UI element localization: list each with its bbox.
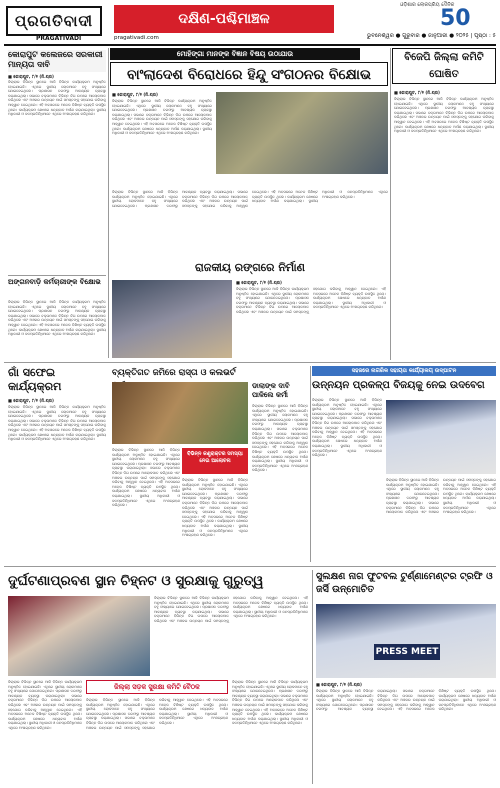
road-photo <box>112 382 248 444</box>
article-body: ଜିଲ୍ଲାର ବିଭିନ୍ନ ସ୍ଥାନରେ ଆଜି ବିଭିନ୍ନ କାର୍ଯ୍ୟକ୍ରମ ଅନୁଷ୍ଠିତ ହୋଇଯାଇଛି। ଏଥିରେ ସ୍ଥାନୀୟ ଲୋକମାନେ ବହୁ ସଂଖ୍ୟାରେ ଯୋଗଦେଇଥିଲେ। ପ୍ରଶାସନ ତରଫରୁ ଆବଶ୍ୟକ ବ୍ୟବସ୍ଥା କରାଯାଇଥିଲା। ସଭାରେ ବକ୍ତାମାନେ ବିଭିନ୍ନ ଦିଗ ଉପରେ ଆଲୋକପାତ କରିଥିଲେ ଏବଂ ଅଞ୍ଚଳର ଉନ୍ନୟନ ପାଇଁ ସମସ୍ତଙ୍କୁ ସହଯୋଗ କରିବାକୁ ଆହ୍ୱାନ ଦେଇଥିଲେ। ଏହି ଅବସରରେ ଅନେକ ବିଶିଷ୍ଟ ବ୍ୟକ୍ତି ଉପସ୍ଥିତ ଥିଲେ। କାର୍ଯ୍ୟକ୍ରମ ଶେଷରେ ଧନ୍ୟବାଦ ଅର୍ପଣ କରାଯାଇଥିଲା। ସ୍ଥାନୀୟ ଅଧିକାରୀ ଓ ଜନପ୍ରତିନିଧିମାନେ ଏଥିରେ ଅଂଶଗ୍ରହଣ କରିଥିଲେ। <box>312 398 382 458</box>
dala-headline: ଡାଲାଙ୍କ ଦାବି ପାଳିଲେ କର୍ମୀ <box>252 382 290 399</box>
strip-headline: ମୋହିଙ୍ଗା ମାନଙ୍କ ବିଜ୍ଞାନ ବିଷୟ ଉଠାଯାଉ <box>110 48 360 60</box>
site-url[interactable]: pragativadi.com <box>114 35 159 41</box>
column-rule <box>310 366 311 562</box>
inauguration-photo <box>386 400 496 474</box>
inset-box: ବିଭିନ୍ନ କଣ୍ଟ୍ରାକ୍ଟର ସମସ୍ୟା ନେଇ ଆଲୋଚନା <box>182 448 248 474</box>
byline: ■ କୋରାପୁଟ, ୮/୧ (ନି.ପ୍ର) <box>8 398 54 403</box>
masthead <box>0 0 500 44</box>
column-rule <box>390 48 391 360</box>
protest-photo <box>216 92 388 174</box>
byline: ■ କୋରାପୁଟ, ୮/୧ (ନି.ପ୍ର) <box>394 90 440 95</box>
article-body: ଜିଲ୍ଲାର ବିଭିନ୍ନ ସ୍ଥାନରେ ଆଜି ବିଭିନ୍ନ କାର୍ଯ୍ୟକ୍ରମ ଅନୁଷ୍ଠିତ ହୋଇଯାଇଛି। ଏଥିରେ ସ୍ଥାନୀୟ ଲୋକମାନେ ବହୁ ସଂଖ୍ୟାରେ ଯୋଗଦେଇଥିଲେ। ପ୍ରଶାସନ ତରଫରୁ ଆବଶ୍ୟକ ବ୍ୟବସ୍ଥା କରାଯାଇଥିଲା। ସଭାରେ ବକ୍ତାମାନେ ବିଭିନ୍ନ ଦିଗ ଉପରେ ଆଲୋକପାତ କରିଥିଲେ ଏବଂ ଅଞ୍ଚଳର ଉନ୍ନୟନ ପାଇଁ ସମସ୍ତଙ୍କୁ ସହଯୋଗ କରିବାକୁ ଆହ୍ୱାନ ଦେଇଥିଲେ। ଏହି ଅବସରରେ ଅନେକ ବିଶିଷ୍ଟ ବ୍ୟକ୍ତି ଉପସ୍ଥିତ ଥିଲେ। କାର୍ଯ୍ୟକ୍ରମ ଶେଷରେ ଧନ୍ୟବାଦ ଅର୍ପଣ କରାଯାଇଥିଲା। ସ୍ଥାନୀୟ ଅଧିକାରୀ ଓ ଜନପ୍ରତିନିଧିମାନେ ଏଥିରେ ଅଂଶଗ୍ରହଣ କରିଥିଲେ। <box>252 404 308 473</box>
byline: ■ କୋରାପୁଟ, ୮/୧ (ନି.ପ୍ର) <box>112 92 158 97</box>
article-body: ଜିଲ୍ଲାର ବିଭିନ୍ନ ସ୍ଥାନରେ ଆଜି ବିଭିନ୍ନ କାର୍ଯ୍ୟକ୍ରମ ଅନୁଷ୍ଠିତ ହୋଇଯାଇଛି। ଏଥିରେ ସ୍ଥାନୀୟ ଲୋକମାନେ ବହୁ ସଂଖ୍ୟାରେ ଯୋଗଦେଇଥିଲେ। ପ୍ରଶାସନ ତରଫରୁ ଆବଶ୍ୟକ ବ୍ୟବସ୍ଥା କରାଯାଇଥିଲା। ସଭାରେ ବକ୍ତାମାନେ ବିଭିନ୍ନ ଦିଗ ଉପରେ ଆଲୋକପାତ କରିଥିଲେ ଏବଂ ଅଞ୍ଚଳର ଉନ୍ନୟନ ପାଇଁ ସମସ୍ତଙ୍କୁ ସହଯୋଗ କରିବାକୁ ଆହ୍ୱାନ ଦେଇଥିଲେ। ଏହି ଅବସରରେ ଅନେକ ବିଶିଷ୍ଟ ବ୍ୟକ୍ତି ଉପସ୍ଥିତ ଥିଲେ। କାର୍ଯ୍ୟକ୍ରମ ଶେଷରେ ଧନ୍ୟବାଦ ଅର୍ପଣ କରାଯାଇଥିଲା। ସ୍ଥାନୀୟ ଅଧିକାରୀ ଓ ଜନପ୍ରତିନିଧିମାନେ ଏଥିରେ ଅଂଶଗ୍ରହଣ କରିଥିଲେ। <box>8 680 82 730</box>
edition-title: ଦକ୍ଷିଣ-ପଶ୍ଚିମାଞ୍ଚଳ <box>114 5 334 33</box>
development-headline: ଉନ୍ନୟନ ପ୍ରକଳ୍ପ ବିଜୟକୁ ନେଇ ଉଦବେଗ <box>312 380 485 391</box>
right-box <box>392 48 496 84</box>
article-body: ଜିଲ୍ଲାର ବିଭିନ୍ନ ସ୍ଥାନରେ ଆଜି ବିଭିନ୍ନ କାର୍ଯ୍ୟକ୍ରମ ଅନୁଷ୍ଠିତ ହୋଇଯାଇଛି। ଏଥିରେ ସ୍ଥାନୀୟ ଲୋକମାନେ ବହୁ ସଂଖ୍ୟାରେ ଯୋଗଦେଇଥିଲେ। ପ୍ରଶାସନ ତରଫରୁ ଆବଶ୍ୟକ ବ୍ୟବସ୍ଥା କରାଯାଇଥିଲା। ସଭାରେ ବକ୍ତାମାନେ ବିଭିନ୍ନ ଦିଗ ଉପରେ ଆଲୋକପାତ କରିଥିଲେ ଏବଂ ଅଞ୍ଚଳର ଉନ୍ନୟନ ପାଇଁ ସମସ୍ତଙ୍କୁ ସହଯୋଗ କରିବାକୁ ଆହ୍ୱାନ ଦେଇଥିଲେ। ଏହି ଅବସରରେ ଅନେକ ବିଶିଷ୍ଟ ବ୍ୟକ୍ତି ଉପସ୍ଥିତ ଥିଲେ। କାର୍ଯ୍ୟକ୍ରମ ଶେଷରେ ଧନ୍ୟବାଦ ଅର୍ପଣ କରାଯାଇଥିଲା। ସ୍ଥାନୀୟ ଅଧିକାରୀ ଓ ଜନପ୍ରତିନିଧିମାନେ ଏଥିରେ ଅଂଶଗ୍ରହଣ କରିଥିଲେ। <box>394 97 494 134</box>
newspaper-logo[interactable]: ପ୍ରଗତିବାଦୀ <box>6 6 102 36</box>
left-top-headline: କୋରାପୁଟ କଲେଜରେ ସରକାରୀ ମାନ୍ୟତା ଦାବି <box>8 50 106 72</box>
citizen-centre-bar: ସହଜରେ ନାଗରିକ ସହାୟତା କାର୍ଯ୍ୟାଳୟ ଉଦ୍‌ଘାଟନ <box>312 366 496 376</box>
article-body: ଜିଲ୍ଲାର ବିଭିନ୍ନ ସ୍ଥାନରେ ଆଜି ବିଭିନ୍ନ କାର୍ଯ୍ୟକ୍ରମ ଅନୁଷ୍ଠିତ ହୋଇଯାଇଛି। ଏଥିରେ ସ୍ଥାନୀୟ ଲୋକମାନେ ବହୁ ସଂଖ୍ୟାରେ ଯୋଗଦେଇଥିଲେ। ପ୍ରଶାସନ ତରଫରୁ ଆବଶ୍ୟକ ବ୍ୟବସ୍ଥା କରାଯାଇଥିଲା। ସଭାରେ ବକ୍ତାମାନେ ବିଭିନ୍ନ ଦିଗ ଉପରେ ଆଲୋକପାତ କରିଥିଲେ ଏବଂ ଅଞ୍ଚଳର ଉନ୍ନୟନ ପାଇଁ ସମସ୍ତଙ୍କୁ ସହଯୋଗ କରିବାକୁ ଆହ୍ୱାନ ଦେଇଥିଲେ। ଏହି ଅବସରରେ ଅନେକ ବିଶିଷ୍ଟ ବ୍ୟକ୍ତି ଉପସ୍ଥିତ ଥିଲେ। କାର୍ଯ୍ୟକ୍ରମ ଶେଷରେ ଧନ୍ୟବାଦ ଅର୍ପଣ କରାଯାଇଥିଲା। ସ୍ଥାନୀୟ ଅଧିକାରୀ ଓ ଜନପ୍ରତିନିଧିମାନେ ଏଥିରେ ଅଂଶଗ୍ରହଣ କରିଥିଲେ। <box>154 596 308 623</box>
meeting-photo <box>112 280 232 358</box>
byline: ■ କୋରାପୁଟ, ୮/୧ (ନି.ପ୍ର) <box>316 682 362 687</box>
article-body: ଜିଲ୍ଲାର ବିଭିନ୍ନ ସ୍ଥାନରେ ଆଜି ବିଭିନ୍ନ କାର୍ଯ୍ୟକ୍ରମ ଅନୁଷ୍ଠିତ ହୋଇଯାଇଛି। ଏଥିରେ ସ୍ଥାନୀୟ ଲୋକମାନେ ବହୁ ସଂଖ୍ୟାରେ ଯୋଗଦେଇଥିଲେ। ପ୍ରଶାସନ ତରଫରୁ ଆବଶ୍ୟକ ବ୍ୟବସ୍ଥା କରାଯାଇଥିଲା। ସଭାରେ ବକ୍ତାମାନେ ବିଭିନ୍ନ ଦିଗ ଉପରେ ଆଲୋକପାତ କରିଥିଲେ ଏବଂ ଅଞ୍ଚଳର ଉନ୍ନୟନ ପାଇଁ ସମସ୍ତଙ୍କୁ ସହଯୋଗ କରିବାକୁ ଆହ୍ୱାନ ଦେଇଥିଲେ। ଏହି ଅବସରରେ ଅନେକ ବିଶିଷ୍ଟ ବ୍ୟକ୍ତି ଉପସ୍ଥିତ ଥିଲେ। କାର୍ଯ୍ୟକ୍ରମ ଶେଷରେ ଧନ୍ୟବାଦ ଅର୍ପଣ କରାଯାଇଥିଲା। ସ୍ଥାନୀୟ ଅଧିକାରୀ ଓ ଜନପ୍ରତିନିଧିମାନେ ଏଥିରେ ଅଂଶଗ୍ରହଣ କରିଥିଲେ। <box>86 698 228 730</box>
village-cleaning-headline: ଗାଁ ସଫେଇ କାର୍ଯ୍ୟକ୍ରମ <box>8 366 62 393</box>
press-meet-banner: PRESS MEET <box>374 644 440 660</box>
press-meet-photo <box>316 604 496 678</box>
byline: ■ କୋରାପୁଟ, ୮/୧ (ନି.ପ୍ର) <box>8 74 54 79</box>
football-headline: ସୁଲକ୍ଷଣ ନାଗ ଫୁଟବଲ ଟୁର୍ଣ୍ଣାମେଣ୍ଟର ଟ୍ରଫି ଓ ଜର୍ସି ଉନ୍ମୋଚିତ <box>316 571 493 595</box>
committee-headline: ଜିଲ୍ଲା ସଡ଼କ ସୁରକ୍ଷା କମିଟି ବୈଠକ <box>114 683 200 691</box>
column-rule <box>312 570 313 784</box>
article-body: ଜିଲ୍ଲାର ବିଭିନ୍ନ ସ୍ଥାନରେ ଆଜି ବିଭିନ୍ନ କାର୍ଯ୍ୟକ୍ରମ ଅନୁଷ୍ଠିତ ହୋଇଯାଇଛି। ଏଥିରେ ସ୍ଥାନୀୟ ଲୋକମାନେ ବହୁ ସଂଖ୍ୟାରେ ଯୋଗଦେଇଥିଲେ। ପ୍ରଶାସନ ତରଫରୁ ଆବଶ୍ୟକ ବ୍ୟବସ୍ଥା କରାଯାଇଥିଲା। ସଭାରେ ବକ୍ତାମାନେ ବିଭିନ୍ନ ଦିଗ ଉପରେ ଆଲୋକପାତ କରିଥିଲେ ଏବଂ ଅଞ୍ଚଳର ଉନ୍ନୟନ ପାଇଁ ସମସ୍ତଙ୍କୁ ସହଯୋଗ କରିବାକୁ ଆହ୍ୱାନ ଦେଇଥିଲେ। ଏହି ଅବସରରେ ଅନେକ ବିଶିଷ୍ଟ ବ୍ୟକ୍ତି ଉପସ୍ଥିତ ଥିଲେ। କାର୍ଯ୍ୟକ୍ରମ ଶେଷରେ ଧନ୍ୟବାଦ ଅର୍ପଣ କରାଯାଇଥିଲା। ସ୍ଥାନୀୟ ଅଧିକାରୀ ଓ ଜନପ୍ରତିନିଧିମାନେ ଏଥିରେ ଅଂଶଗ୍ରହଣ କରିଥିଲେ। <box>232 680 308 726</box>
article-body: ଜିଲ୍ଲାର ବିଭିନ୍ନ ସ୍ଥାନରେ ଆଜି ବିଭିନ୍ନ କାର୍ଯ୍ୟକ୍ରମ ଅନୁଷ୍ଠିତ ହୋଇଯାଇଛି। ଏଥିରେ ସ୍ଥାନୀୟ ଲୋକମାନେ ବହୁ ସଂଖ୍ୟାରେ ଯୋଗଦେଇଥିଲେ। ପ୍ରଶାସନ ତରଫରୁ ଆବଶ୍ୟକ ବ୍ୟବସ୍ଥା କରାଯାଇଥିଲା। ସଭାରେ ବକ୍ତାମାନେ ବିଭିନ୍ନ ଦିଗ ଉପରେ ଆଲୋକପାତ କରିଥିଲେ ଏବଂ ଅଞ୍ଚଳର ଉନ୍ନୟନ ପାଇଁ ସମସ୍ତଙ୍କୁ ସହଯୋଗ କରିବାକୁ ଆହ୍ୱାନ ଦେଇଥିଲେ। ଏହି ଅବସରରେ ଅନେକ ବିଶିଷ୍ଟ ବ୍ୟକ୍ତି ଉପସ୍ଥିତ ଥିଲେ। କାର୍ଯ୍ୟକ୍ରମ ଶେଷରେ ଧନ୍ୟବାଦ ଅର୍ପଣ କରାଯାଇଥିଲା। ସ୍ଥାନୀୟ ଅଧିକାରୀ ଓ ଜନପ୍ରତିନିଧିମାନେ ଏଥିରେ ଅଂଶଗ୍ରହଣ କରିଥିଲେ। <box>112 190 388 208</box>
divider <box>8 275 106 276</box>
article-body: ଜିଲ୍ଲାର ବିଭିନ୍ନ ସ୍ଥାନରେ ଆଜି ବିଭିନ୍ନ କାର୍ଯ୍ୟକ୍ରମ ଅନୁଷ୍ଠିତ ହୋଇଯାଇଛି। ଏଥିରେ ସ୍ଥାନୀୟ ଲୋକମାନେ ବହୁ ସଂଖ୍ୟାରେ ଯୋଗଦେଇଥିଲେ। ପ୍ରଶାସନ ତରଫରୁ ଆବଶ୍ୟକ ବ୍ୟବସ୍ଥା କରାଯାଇଥିଲା। ସଭାରେ ବକ୍ତାମାନେ ବିଭିନ୍ନ ଦିଗ ଉପରେ ଆଲୋକପାତ କରିଥିଲେ ଏବଂ ଅଞ୍ଚଳର ଉନ୍ନୟନ ପାଇଁ ସମସ୍ତଙ୍କୁ ସହଯୋଗ କରିବାକୁ ଆହ୍ୱାନ ଦେଇଥିଲେ। ଏହି ଅବସରରେ ଅନେକ ବିଶିଷ୍ଟ ବ୍ୟକ୍ତି ଉପସ୍ଥିତ ଥିଲେ। କାର୍ଯ୍ୟକ୍ରମ ଶେଷରେ ଧନ୍ୟବାଦ ଅର୍ପଣ କରାଯାଇଥିଲା। ସ୍ଥାନୀୟ ଅଧିକାରୀ ଓ ଜନପ୍ରତିନିଧିମାନେ ଏଥିରେ ଅଂଶଗ୍ରହଣ କରିଥିଲେ। <box>8 80 106 117</box>
divider <box>4 566 496 567</box>
divider <box>4 362 496 363</box>
meeting-hall-photo <box>8 596 150 676</box>
right-box-title: ବିଜେପି ଜିଲ୍ଲା କମିଟି ଘୋଷିତ <box>404 52 484 80</box>
road-culvert-headline: ବ୍ୟକ୍ତିଗତ ଜମିରେ ରାସ୍ତା ଓ କଲଭର୍ଟ <box>112 368 236 378</box>
column-rule <box>108 48 109 358</box>
article-body: ଜିଲ୍ଲାର ବିଭିନ୍ନ ସ୍ଥାନରେ ଆଜି ବିଭିନ୍ନ କାର୍ଯ୍ୟକ୍ରମ ଅନୁଷ୍ଠିତ ହୋଇଯାଇଛି। ଏଥିରେ ସ୍ଥାନୀୟ ଲୋକମାନେ ବହୁ ସଂଖ୍ୟାରେ ଯୋଗଦେଇଥିଲେ। ପ୍ରଶାସନ ତରଫରୁ ଆବଶ୍ୟକ ବ୍ୟବସ୍ଥା କରାଯାଇଥିଲା। ସଭାରେ ବକ୍ତାମାନେ ବିଭିନ୍ନ ଦିଗ ଉପରେ ଆଲୋକପାତ କରିଥିଲେ ଏବଂ ଅଞ୍ଚଳର ଉନ୍ନୟନ ପାଇଁ ସମସ୍ତଙ୍କୁ ସହଯୋଗ କରିବାକୁ ଆହ୍ୱାନ ଦେଇଥିଲେ। ଏହି ଅବସରରେ ଅନେକ ବିଶିଷ୍ଟ ବ୍ୟକ୍ତି ଉପସ୍ଥିତ ଥିଲେ। କାର୍ଯ୍ୟକ୍ରମ ଶେଷରେ ଧନ୍ୟବାଦ ଅର୍ପଣ କରାଯାଇଥିଲା। ସ୍ଥାନୀୟ ଅଧିକାରୀ ଓ ଜନପ୍ରତିନିଧିମାନେ ଏଥିରେ ଅଂଶଗ୍ରହଣ କରିଥିଲେ। <box>112 448 180 508</box>
tagline: ଓଡ଼ିଶାର ଲୋକପ୍ରିୟ ଦୈନିକ <box>400 2 455 8</box>
anniversary-emblem: 50 <box>440 6 471 31</box>
anganwadi-headline: ଅଙ୍ଗନବାଡ଼ି କର୍ମଚାରୀଙ୍କ ବିକ୍ଷୋଭ <box>8 278 101 286</box>
article-body: ଜିଲ୍ଲାର ବିଭିନ୍ନ ସ୍ଥାନରେ ଆଜି ବିଭିନ୍ନ କାର୍ଯ୍ୟକ୍ରମ ଅନୁଷ୍ଠିତ ହୋଇଯାଇଛି। ଏଥିରେ ସ୍ଥାନୀୟ ଲୋକମାନେ ବହୁ ସଂଖ୍ୟାରେ ଯୋଗଦେଇଥିଲେ। ପ୍ରଶାସନ ତରଫରୁ ଆବଶ୍ୟକ ବ୍ୟବସ୍ଥା କରାଯାଇଥିଲା। ସଭାରେ ବକ୍ତାମାନେ ବିଭିନ୍ନ ଦିଗ ଉପରେ ଆଲୋକପାତ କରିଥିଲେ ଏବଂ ଅଞ୍ଚଳର ଉନ୍ନୟନ ପାଇଁ ସମସ୍ତଙ୍କୁ ସହଯୋଗ କରିବାକୁ ଆହ୍ୱାନ ଦେଇଥିଲେ। ଏହି ଅବସରରେ ଅନେକ ବିଶିଷ୍ଟ ବ୍ୟକ୍ତି ଉପସ୍ଥିତ ଥିଲେ। କାର୍ଯ୍ୟକ୍ରମ ଶେଷରେ ଧନ୍ୟବାଦ ଅର୍ପଣ କରାଯାଇଥିଲା। ସ୍ଥାନୀୟ ଅଧିକାରୀ ଓ ଜନପ୍ରତିନିଧିମାନେ ଏଥିରେ ଅଂଶଗ୍ରହଣ କରିଥିଲେ। <box>386 478 496 515</box>
article-body: ଜିଲ୍ଲାର ବିଭିନ୍ନ ସ୍ଥାନରେ ଆଜି ବିଭିନ୍ନ କାର୍ଯ୍ୟକ୍ରମ ଅନୁଷ୍ଠିତ ହୋଇଯାଇଛି। ଏଥିରେ ସ୍ଥାନୀୟ ଲୋକମାନେ ବହୁ ସଂଖ୍ୟାରେ ଯୋଗଦେଇଥିଲେ। ପ୍ରଶାସନ ତରଫରୁ ଆବଶ୍ୟକ ବ୍ୟବସ୍ଥା କରାଯାଇଥିଲା। ସଭାରେ ବକ୍ତାମାନେ ବିଭିନ୍ନ ଦିଗ ଉପରେ ଆଲୋକପାତ କରିଥିଲେ ଏବଂ ଅଞ୍ଚଳର ଉନ୍ନୟନ ପାଇଁ ସମସ୍ତଙ୍କୁ ସହଯୋଗ କରିବାକୁ ଆହ୍ୱାନ ଦେଇଥିଲେ। ଏହି ଅବସରରେ ଅନେକ ବିଶିଷ୍ଟ ବ୍ୟକ୍ତି ଉପସ୍ଥିତ ଥିଲେ। କାର୍ଯ୍ୟକ୍ରମ ଶେଷରେ ଧନ୍ୟବାଦ ଅର୍ପଣ କରାଯାଇଥିଲା। ସ୍ଥାନୀୟ ଅଧିକାରୀ ଓ ଜନପ୍ରତିନିଧିମାନେ ଏଥିରେ ଅଂଶଗ୍ରହଣ କରିଥିଲେ। <box>236 287 386 314</box>
article-body: ଜିଲ୍ଲାର ବିଭିନ୍ନ ସ୍ଥାନରେ ଆଜି ବିଭିନ୍ନ କାର୍ଯ୍ୟକ୍ରମ ଅନୁଷ୍ଠିତ ହୋଇଯାଇଛି। ଏଥିରେ ସ୍ଥାନୀୟ ଲୋକମାନେ ବହୁ ସଂଖ୍ୟାରେ ଯୋଗଦେଇଥିଲେ। ପ୍ରଶାସନ ତରଫରୁ ଆବଶ୍ୟକ ବ୍ୟବସ୍ଥା କରାଯାଇଥିଲା। ସଭାରେ ବକ୍ତାମାନେ ବିଭିନ୍ନ ଦିଗ ଉପରେ ଆଲୋକପାତ କରିଥିଲେ ଏବଂ ଅଞ୍ଚଳର ଉନ୍ନୟନ ପାଇଁ ସମସ୍ତଙ୍କୁ ସହଯୋଗ କରିବାକୁ ଆହ୍ୱାନ ଦେଇଥିଲେ। ଏହି ଅବସରରେ ଅନେକ ବିଶିଷ୍ଟ ବ୍ୟକ୍ତି ଉପସ୍ଥିତ ଥିଲେ। କାର୍ଯ୍ୟକ୍ରମ ଶେଷରେ ଧନ୍ୟବାଦ ଅର୍ପଣ କରାଯାଇଥିଲା। ସ୍ଥାନୀୟ ଅଧିକାରୀ ଓ ଜନପ୍ରତିନିଧିମାନେ ଏଥିରେ ଅଂଶଗ୍ରହଣ କରିଥିଲେ। <box>316 689 496 712</box>
committee-box <box>86 680 228 694</box>
article-body: ଜିଲ୍ଲାର ବିଭିନ୍ନ ସ୍ଥାନରେ ଆଜି ବିଭିନ୍ନ କାର୍ଯ୍ୟକ୍ରମ ଅନୁଷ୍ଠିତ ହୋଇଯାଇଛି। ଏଥିରେ ସ୍ଥାନୀୟ ଲୋକମାନେ ବହୁ ସଂଖ୍ୟାରେ ଯୋଗଦେଇଥିଲେ। ପ୍ରଶାସନ ତରଫରୁ ଆବଶ୍ୟକ ବ୍ୟବସ୍ଥା କରାଯାଇଥିଲା। ସଭାରେ ବକ୍ତାମାନେ ବିଭିନ୍ନ ଦିଗ ଉପରେ ଆଲୋକପାତ କରିଥିଲେ ଏବଂ ଅଞ୍ଚଳର ଉନ୍ନୟନ ପାଇଁ ସମସ୍ତଙ୍କୁ ସହଯୋଗ କରିବାକୁ ଆହ୍ୱାନ ଦେଇଥିଲେ। ଏହି ଅବସରରେ ଅନେକ ବିଶିଷ୍ଟ ବ୍ୟକ୍ତି ଉପସ୍ଥିତ ଥିଲେ। କାର୍ଯ୍ୟକ୍ରମ ଶେଷରେ ଧନ୍ୟବାଦ ଅର୍ପଣ କରାଯାଇଥିଲା। ସ୍ଥାନୀୟ ଅଧିକାରୀ ଓ ଜନପ୍ରତିନିଧିମାନେ ଏଥିରେ ଅଂଶଗ୍ରହଣ କରିଥିଲେ। <box>8 405 106 442</box>
logo-subtitle: PRAGATIVADI <box>36 35 82 42</box>
accident-headline: ଦୁର୍ଘଟଣାପ୍ରବଣ ସ୍ଥାନ ଚିହ୍ନଟ ଓ ସୁରକ୍ଷାକୁ ଗୁରୁତ୍ୱ <box>8 573 264 589</box>
article-body: ଜିଲ୍ଲାର ବିଭିନ୍ନ ସ୍ଥାନରେ ଆଜି ବିଭିନ୍ନ କାର୍ଯ୍ୟକ୍ରମ ଅନୁଷ୍ଠିତ ହୋଇଯାଇଛି। ଏଥିରେ ସ୍ଥାନୀୟ ଲୋକମାନେ ବହୁ ସଂଖ୍ୟାରେ ଯୋଗଦେଇଥିଲେ। ପ୍ରଶାସନ ତରଫରୁ ଆବଶ୍ୟକ ବ୍ୟବସ୍ଥା କରାଯାଇଥିଲା। ସଭାରେ ବକ୍ତାମାନେ ବିଭିନ୍ନ ଦିଗ ଉପରେ ଆଲୋକପାତ କରିଥିଲେ ଏବଂ ଅଞ୍ଚଳର ଉନ୍ନୟନ ପାଇଁ ସମସ୍ତଙ୍କୁ ସହଯୋଗ କରିବାକୁ ଆହ୍ୱାନ ଦେଇଥିଲେ। ଏହି ଅବସରରେ ଅନେକ ବିଶିଷ୍ଟ ବ୍ୟକ୍ତି ଉପସ୍ଥିତ ଥିଲେ। କାର୍ଯ୍ୟକ୍ରମ ଶେଷରେ ଧନ୍ୟବାଦ ଅର୍ପଣ କରାଯାଇଥିଲା। ସ୍ଥାନୀୟ ଅଧିକାରୀ ଓ ଜନପ୍ରତିନିଧିମାନେ ଏଥିରେ ଅଂଶଗ୍ରହଣ କରିଥିଲେ। <box>8 300 106 337</box>
article-body: ଜିଲ୍ଲାର ବିଭିନ୍ନ ସ୍ଥାନରେ ଆଜି ବିଭିନ୍ନ କାର୍ଯ୍ୟକ୍ରମ ଅନୁଷ୍ଠିତ ହୋଇଯାଇଛି। ଏଥିରେ ସ୍ଥାନୀୟ ଲୋକମାନେ ବହୁ ସଂଖ୍ୟାରେ ଯୋଗଦେଇଥିଲେ। ପ୍ରଶାସନ ତରଫରୁ ଆବଶ୍ୟକ ବ୍ୟବସ୍ଥା କରାଯାଇଥିଲା। ସଭାରେ ବକ୍ତାମାନେ ବିଭିନ୍ନ ଦିଗ ଉପରେ ଆଲୋକପାତ କରିଥିଲେ ଏବଂ ଅଞ୍ଚଳର ଉନ୍ନୟନ ପାଇଁ ସମସ୍ତଙ୍କୁ ସହଯୋଗ କରିବାକୁ ଆହ୍ୱାନ ଦେଇଥିଲେ। ଏହି ଅବସରରେ ଅନେକ ବିଶିଷ୍ଟ ବ୍ୟକ୍ତି ଉପସ୍ଥିତ ଥିଲେ। କାର୍ଯ୍ୟକ୍ରମ ଶେଷରେ ଧନ୍ୟବାଦ ଅର୍ପଣ କରାଯାଇଥିଲା। ସ୍ଥାନୀୟ ଅଧିକାରୀ ଓ ଜନପ୍ରତିନିଧିମାନେ ଏଥିରେ ଅଂଶଗ୍ରହଣ କରିଥିଲେ। <box>112 99 212 136</box>
byline: ■ କୋରାପୁଟ, ୮/୧ (ନି.ପ୍ର) <box>236 280 282 285</box>
construction-headline: ରାଜକୀୟ ରଙ୍ଗରେ ନିର୍ମାଣ <box>195 261 305 274</box>
masthead-rule <box>4 44 496 46</box>
article-body: ଜିଲ୍ଲାର ବିଭିନ୍ନ ସ୍ଥାନରେ ଆଜି ବିଭିନ୍ନ କାର୍ଯ୍ୟକ୍ରମ ଅନୁଷ୍ଠିତ ହୋଇଯାଇଛି। ଏଥିରେ ସ୍ଥାନୀୟ ଲୋକମାନେ ବହୁ ସଂଖ୍ୟାରେ ଯୋଗଦେଇଥିଲେ। ପ୍ରଶାସନ ତରଫରୁ ଆବଶ୍ୟକ ବ୍ୟବସ୍ଥା କରାଯାଇଥିଲା। ସଭାରେ ବକ୍ତାମାନେ ବିଭିନ୍ନ ଦିଗ ଉପରେ ଆଲୋକପାତ କରିଥିଲେ ଏବଂ ଅଞ୍ଚଳର ଉନ୍ନୟନ ପାଇଁ ସମସ୍ତଙ୍କୁ ସହଯୋଗ କରିବାକୁ ଆହ୍ୱାନ ଦେଇଥିଲେ। ଏହି ଅବସରରେ ଅନେକ ବିଶିଷ୍ଟ ବ୍ୟକ୍ତି ଉପସ୍ଥିତ ଥିଲେ। କାର୍ଯ୍ୟକ୍ରମ ଶେଷରେ ଧନ୍ୟବାଦ ଅର୍ପଣ କରାଯାଇଥିଲା। ସ୍ଥାନୀୟ ଅଧିକାରୀ ଓ ଜନପ୍ରତିନିଧିମାନେ ଏଥିରେ ଅଂଶଗ୍ରହଣ କରିଥିଲେ। <box>182 478 248 538</box>
dateline: ଭୁବନେଶ୍ୱର ● ଗୁରୁବାର ● ଜାନୁଆରୀ ● ୨୦୨୫ | ପୃଷ୍ଠା : ୫ <box>366 33 496 39</box>
main-headline: ବାଂଲାଦେଶ ବିରୋଧରେ ହିନ୍ଦୁ ସଂଗଠନର ବିକ୍ଷୋଭ <box>110 62 388 86</box>
